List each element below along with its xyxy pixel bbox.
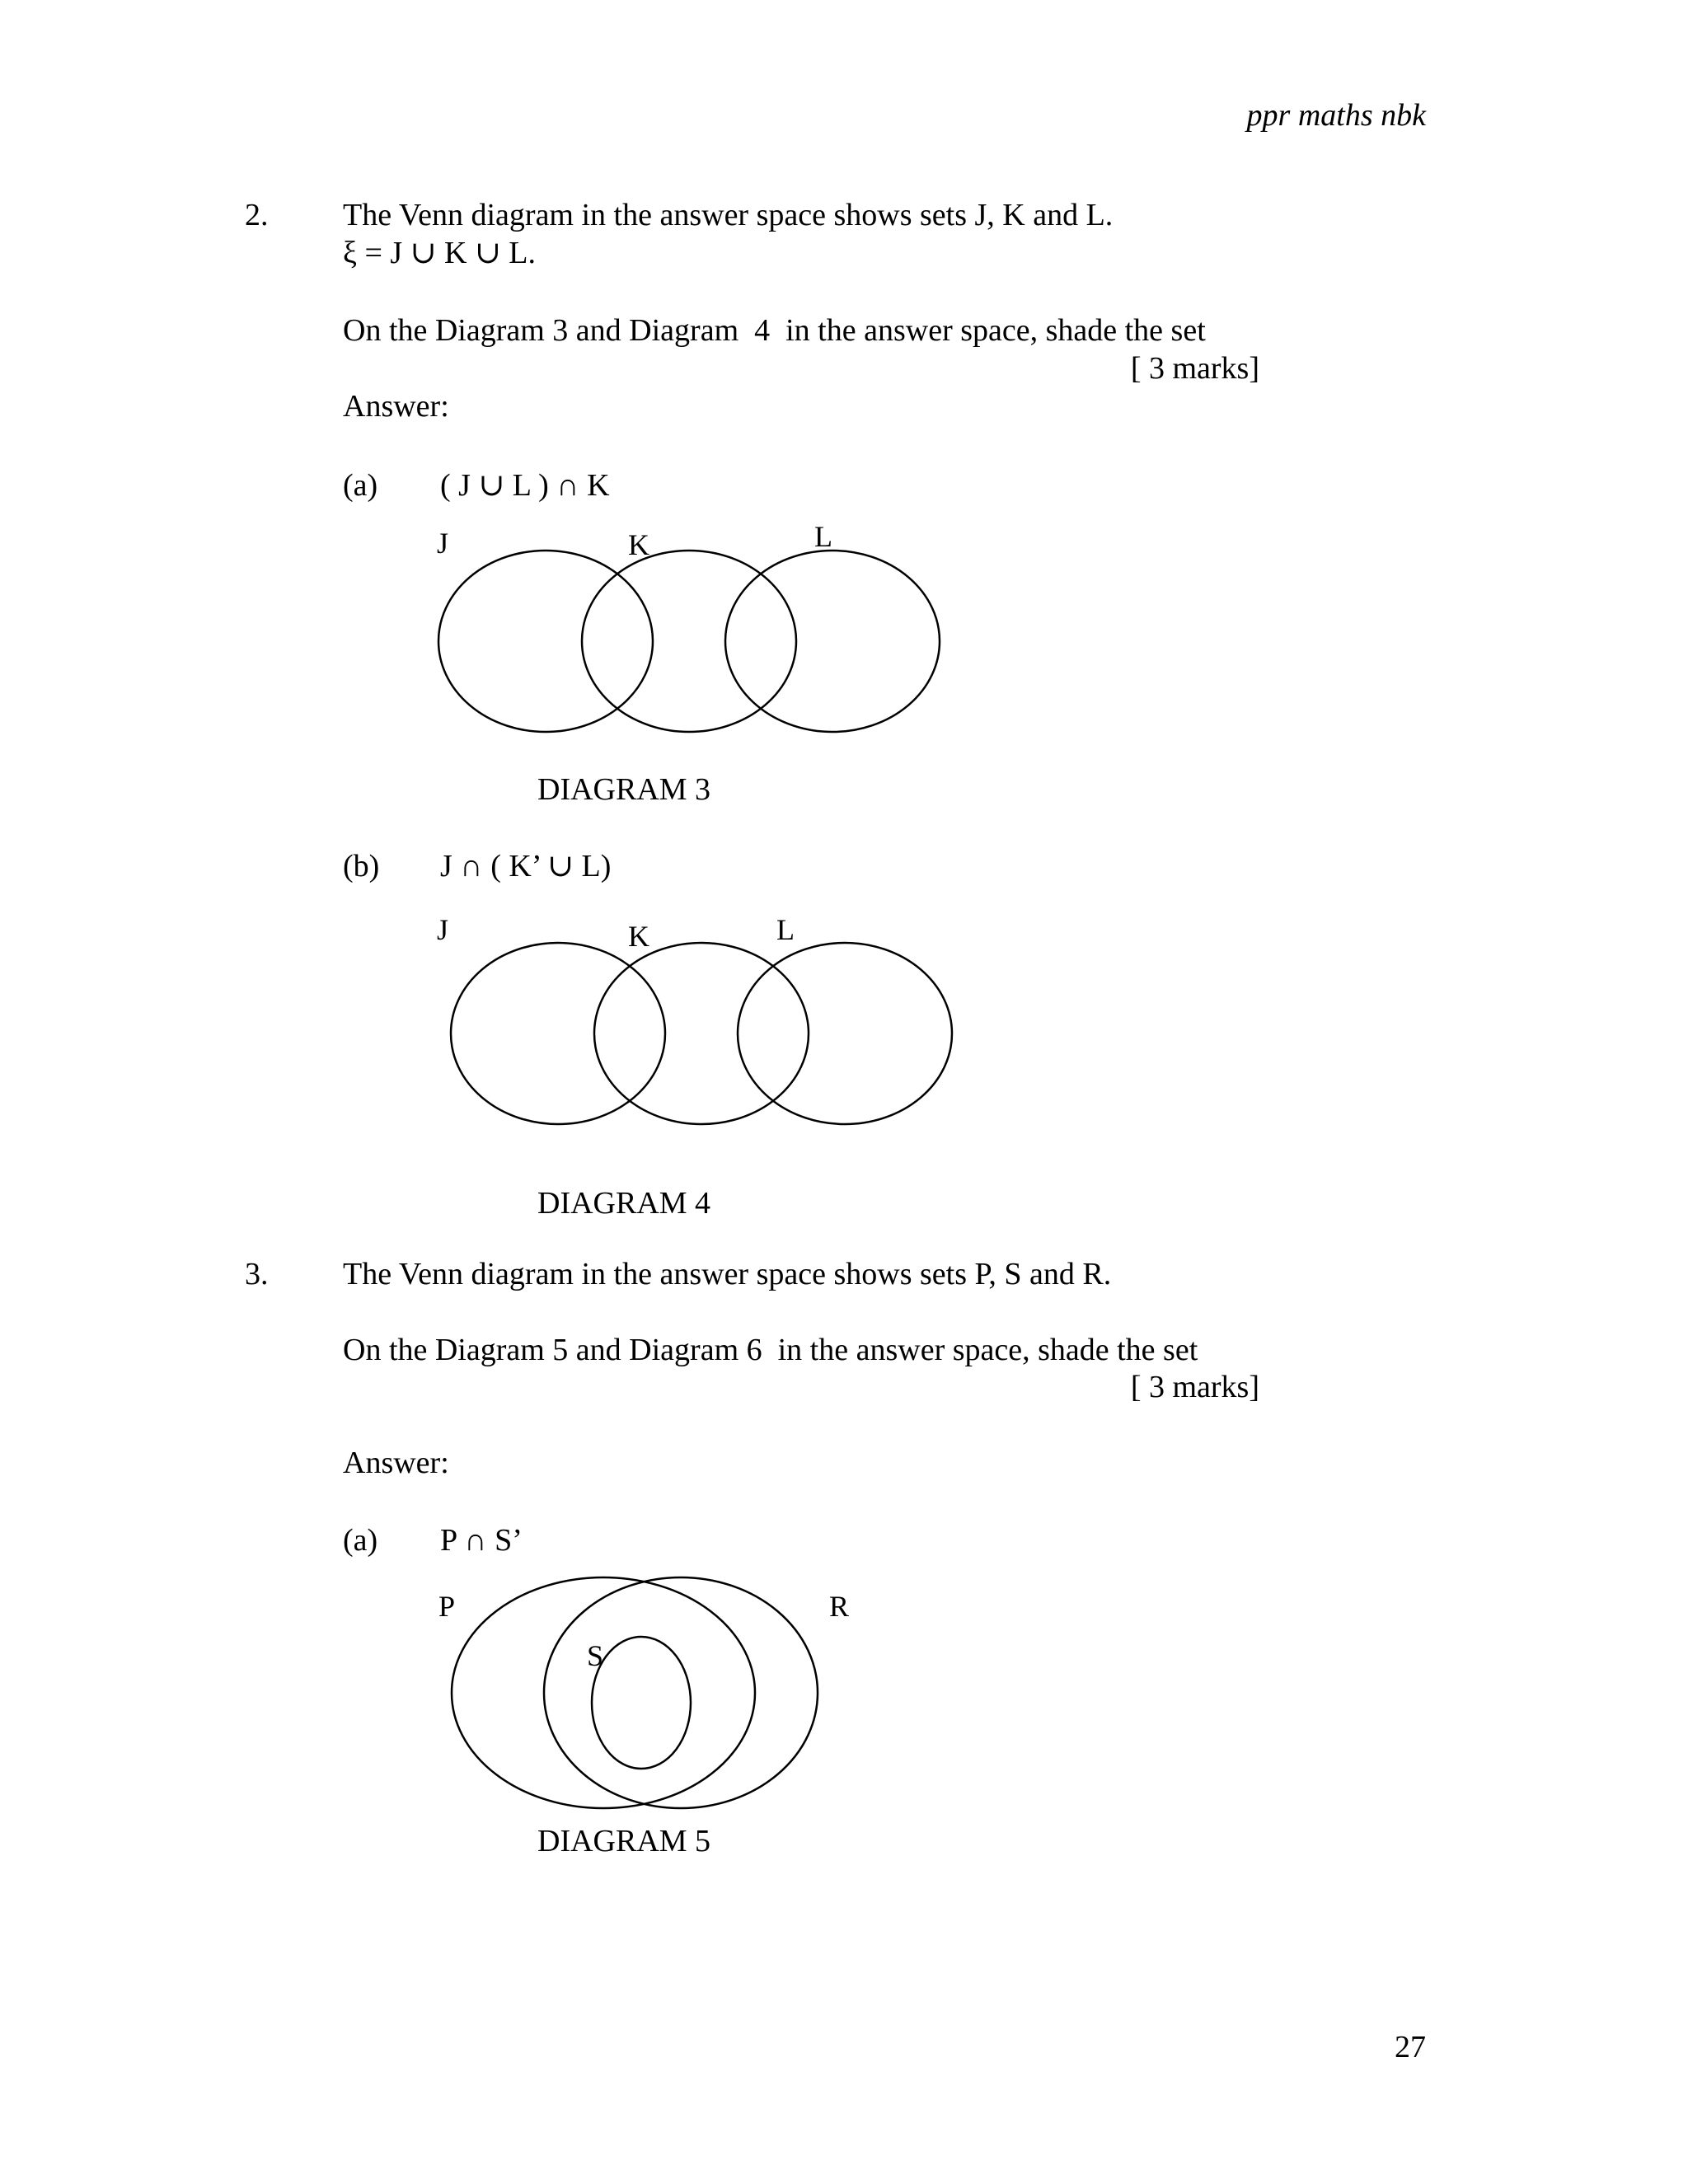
- q2a-label: (a): [343, 468, 378, 503]
- q3a-set-label-s: S: [587, 1639, 604, 1672]
- q2b-label: (b): [343, 849, 380, 883]
- page-number: 27: [1395, 2030, 1426, 2064]
- diagram-4: [451, 943, 952, 1124]
- diagram-4-circle-j[interactable]: [451, 943, 665, 1124]
- q2a-set-label-k: K: [628, 528, 649, 561]
- diagram-3-circle-j[interactable]: [438, 551, 653, 732]
- q2-line2: ξ = J ∪ K ∪ L.: [343, 236, 536, 270]
- q3a-set-label-r: R: [829, 1590, 850, 1623]
- diagram-3: [438, 551, 940, 732]
- q2-marks: [ 3 marks]: [1130, 351, 1259, 386]
- diagram-3-caption: DIAGRAM 3: [537, 772, 711, 807]
- diagram-3-circle-k[interactable]: [582, 551, 796, 732]
- q2a-expression: ( J ∪ L ) ∩ K: [440, 468, 610, 503]
- diagram-3-circle-l[interactable]: [725, 551, 940, 732]
- diagram-5-circle-p[interactable]: [452, 1577, 755, 1808]
- q3-number: 3.: [245, 1257, 269, 1291]
- diagram-4-circle-l[interactable]: [738, 943, 952, 1124]
- q2-instruction: On the Diagram 3 and Diagram 4 in the answer space, shade the set: [343, 313, 1206, 348]
- diagram-5-circle-s[interactable]: [592, 1637, 691, 1769]
- q3a-expression: P ∩ S’: [440, 1523, 523, 1558]
- q3a-label: (a): [343, 1523, 378, 1558]
- q2a-set-label-j: J: [437, 527, 449, 560]
- q3-answer-label: Answer:: [343, 1446, 449, 1480]
- q3-line1: The Venn diagram in the answer space shows sets P, S and R.: [343, 1257, 1112, 1291]
- q2-line1: The Venn diagram in the answer space shows sets J, K and L.: [343, 198, 1114, 232]
- q3-marks: [ 3 marks]: [1130, 1370, 1259, 1404]
- q2b-expression: J ∩ ( K’ ∪ L): [440, 849, 612, 883]
- header-title: ppr maths nbk: [1246, 98, 1426, 133]
- q3a-set-label-p: P: [438, 1590, 456, 1623]
- diagram-4-caption: DIAGRAM 4: [537, 1186, 711, 1221]
- q2b-set-label-k: K: [628, 920, 649, 953]
- diagram-5: [452, 1577, 818, 1808]
- q2-number: 2.: [245, 198, 269, 232]
- q2-answer-label: Answer:: [343, 389, 449, 424]
- q2b-set-label-l: L: [776, 913, 795, 946]
- diagram-5-circle-r[interactable]: [544, 1577, 818, 1808]
- q2a-set-label-l: L: [814, 520, 832, 553]
- q2b-set-label-j: J: [437, 913, 449, 946]
- diagram-5-caption: DIAGRAM 5: [537, 1824, 711, 1858]
- q3-instruction: On the Diagram 5 and Diagram 6 in the answer space, shade the set: [343, 1333, 1198, 1367]
- diagram-4-circle-k[interactable]: [594, 943, 809, 1124]
